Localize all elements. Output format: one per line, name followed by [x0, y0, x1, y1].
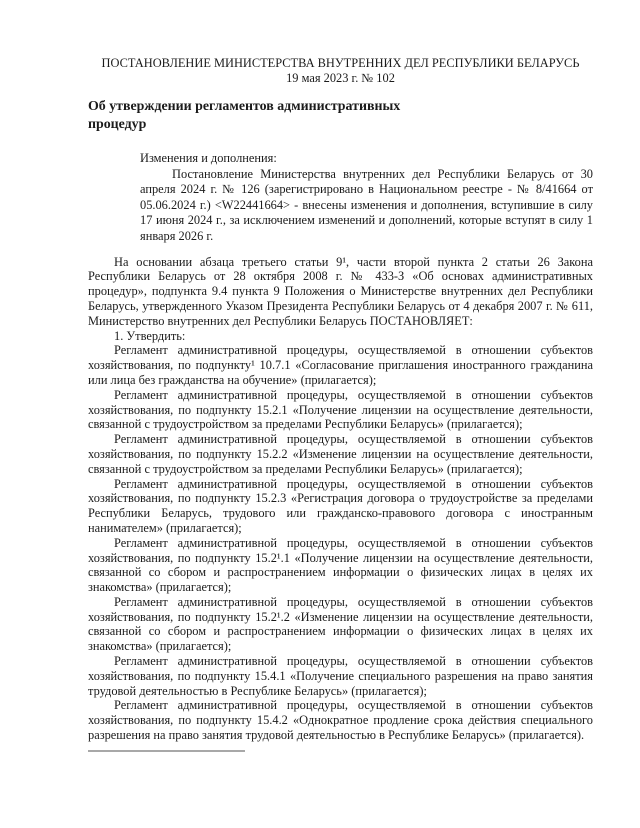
- body-paragraph-basis: На основании абзаца третьего статьи 9¹, части второй пункта 2 статьи 26 Закона Республики Беларусь от 28 октября 2008 г. № 433-З «Об основах административных процедур», подпункта 9.4 пункта 9 Положения о Министерстве внутренних дел Республики Беларусь, утвержденного Указом Президента Республики Беларусь от 4 декабря 2007 г. № 611, Министерство внутренних дел Республики Беларусь ПОСТАНОВЛЯЕТ:: [88, 254, 593, 328]
- footnote-separator: [88, 750, 245, 752]
- body-paragraph-reglament-15-2-1-2: Регламент административной процедуры, осуществляемой в отношении субъектов хозяйствования, по подпункту 15.2¹.2 «Изменение лицензии на осуществление деятельности, связанной со сбором и распространением информации о физических лицах в целях их знакомства» (прилагается);: [88, 594, 593, 654]
- body-paragraph-reglament-15-2-1: Регламент административной процедуры, осуществляемой в отношении субъектов хозяйствования, по подпункту 15.2.1 «Получение лицензии на осуществление деятельности, связанной с трудоустройством за пределами Республики Беларусь» (прилагается);: [88, 387, 593, 432]
- amendments-text: Постановление Министерства внутренних дел Республики Беларусь от 30 апреля 2024 г. № 126 (зарегистрировано в Национальном реестре - № 8/41664 от 05.06.2024 г.) <W22441664> - внесены изменения и дополнения, вступившие в силу 17 июня 2024 г., за исключением изменений и дополнений, которые вступят в силу 1 января 2026 г.: [140, 166, 593, 243]
- document-title: Об утверждении регламентов административных процедур: [88, 99, 401, 132]
- body-paragraph-reglament-15-2-1-1: Регламент административной процедуры, осуществляемой в отношении субъектов хозяйствования, по подпункту 15.2¹.1 «Получение лицензии на осуществление деятельности, связанной со сбором и распространением информации о физических лицах в целях их знакомства» (прилагается);: [88, 535, 593, 595]
- body-paragraph-approve: 1. Утвердить:: [114, 328, 186, 343]
- document-header: [88, 57, 593, 85]
- body-paragraph-reglament-15-4-2: Регламент административной процедуры, осуществляемой в отношении субъектов хозяйствования, по подпункту 15.4.2 «Однократное продление срока действия специального разрешения на право занятия трудовой деятельностью в Республике Беларусь» (прилагается).: [88, 698, 593, 743]
- resolution-organization-line: ПОСТАНОВЛЕНИЕ МИНИСТЕРСТВА ВНУТРЕННИХ ДЕЛ РЕСПУБЛИКИ БЕЛАРУСЬ: [101, 56, 580, 70]
- amendments-block: [140, 151, 593, 245]
- body-paragraph-reglament-15-2-2: Регламент административной процедуры, осуществляемой в отношении субъектов хозяйствования, по подпункту 15.2.2 «Изменение лицензии на осуществление деятельности, связанной с трудоустройством за пределами Республики Беларусь» (прилагается);: [88, 432, 593, 476]
- body-paragraph-reglament-10-7-1: Регламент административной процедуры, осуществляемой в отношении субъектов хозяйствования, по подпункту¹ 10.7.1 «Согласование приглашения иностранного гражданина или лица без гражданства на обучение» (прилагается);: [88, 343, 593, 387]
- amendments-label: Изменения и дополнения:: [140, 151, 277, 165]
- body-paragraph-reglament-15-4-1: Регламент административной процедуры, осуществляемой в отношении субъектов хозяйствования, по подпункту 15.4.1 «Получение специального разрешения на право занятия трудовой деятельностью в Республике Беларусь» (прилагается);: [88, 654, 593, 698]
- document-body: [88, 255, 593, 743]
- resolution-date-number: 19 мая 2023 г. № 102: [286, 70, 395, 85]
- body-paragraph-reglament-15-2-3: Регламент административной процедуры, осуществляемой в отношении субъектов хозяйствования, по подпункту 15.2.3 «Регистрация договора о трудоустройстве за пределами Республики Беларусь, трудового или гражданско-правового договора с иностранным нанимателем» (прилагается);: [88, 476, 593, 535]
- document-content: [88, 57, 593, 752]
